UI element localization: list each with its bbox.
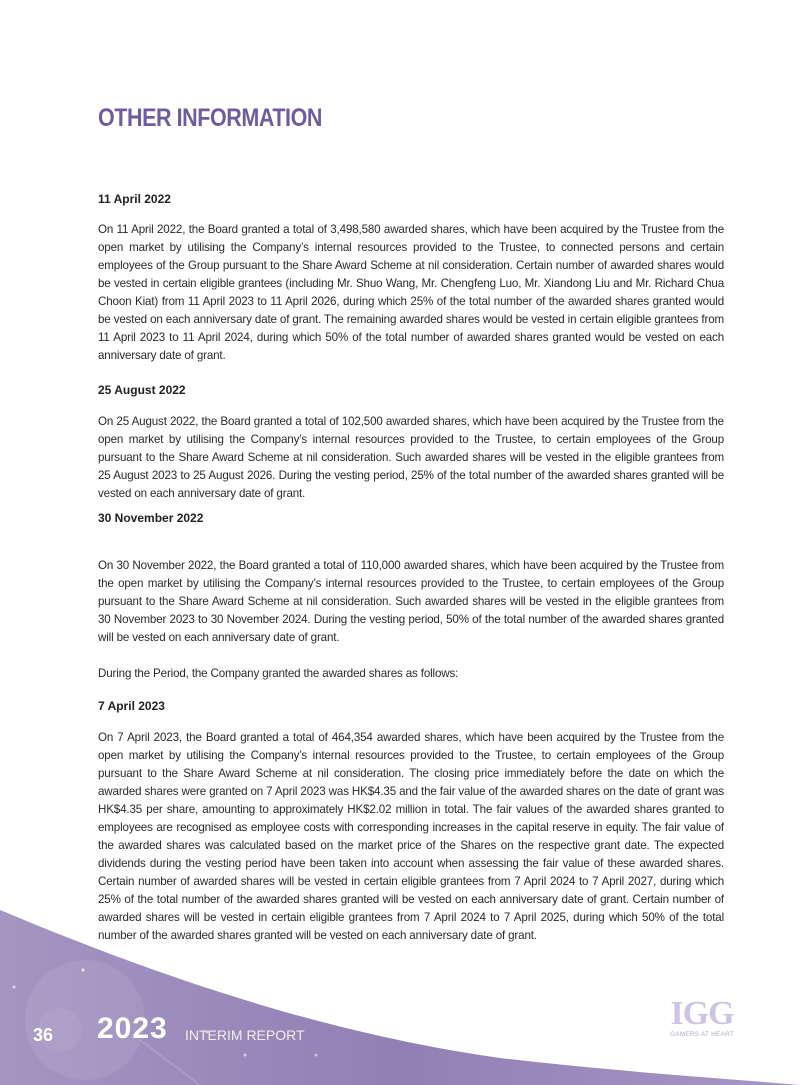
section-heading: 30 November 2022 [98, 511, 204, 525]
section-heading: 11 April 2022 [98, 192, 171, 206]
logo-mark: IGG [670, 995, 734, 1032]
report-year: 2023 [97, 1012, 168, 1045]
page-title: OTHER INFORMATION [98, 104, 323, 132]
section-heading: 7 April 2023 [98, 699, 165, 713]
section-paragraph: On 11 April 2022, the Board granted a total of 3,498,580 awarded shares, which have been acquired by the Trustee from the open market by utilising the Company’s internal resources provided to the Trustee, to connected persons and certain employees of the Group pursuant to the Share Award Scheme at nil consideration. Certain number of awarded shares would be vested in certain eligible grantees (including Mr. Shuo Wang, Mr. Chengfeng Luo, Mr. Xiandong Liu and Mr. Richard Chua Choon Kiat) from 11 April 2023 to 11 April 2026, during which 25% of the total number of the awarded shares granted would be vested on each anniversary date of grant. The remaining awarded shares would be vested in certain eligible grantees from 11 April 2023 to 11 April 2024, during which 50% of the total number of awarded shares granted would be vested on each anniversary date of grant. [98, 223, 724, 362]
intro-paragraph: During the Period, the Company granted the awarded shares as follows: [98, 667, 459, 680]
report-label: INTERIM REPORT [185, 1027, 305, 1043]
igg-logo [664, 997, 740, 1038]
logo-tagline: GAMERS AT HEART [669, 1031, 735, 1038]
section-heading: 25 August 2022 [98, 383, 186, 397]
section-paragraph: On 25 August 2022, the Board granted a total of 102,500 awarded shares, which have been acquired by the Trustee from the open market by utilising the Company’s internal resources provided to the Trustee, to certain employees of the Group pursuant to the Share Award Scheme at nil consideration. Such awarded shares will be vested in the eligible grantees from 25 August 2023 to 25 August 2026. During the vesting period, 25% of the total number of the awarded shares granted will be vested on each anniversary date of grant. [98, 415, 724, 500]
section-paragraph: On 30 November 2022, the Board granted a total of 110,000 awarded shares, which have been acquired by the Trustee from the open market by utilising the Company’s internal resources provided to the Trustee, to certain employees of the Group pursuant to the Share Award Scheme at nil consideration. Such awarded shares will be vested in the eligible grantees from 30 November 2023 to 30 November 2024. During the vesting period, 50% of the total number of the awarded shares granted will be vested on each anniversary date of grant. [98, 559, 724, 644]
section-paragraph: On 7 April 2023, the Board granted a total of 464,354 awarded shares, which have been acquired by the Trustee from the open market by utilising the Company’s internal resources provided to the Trustee, to certain employees of the Group pursuant to the Share Award Scheme at nil consideration. The closing price immediately before the date on which the awarded shares were granted on 7 April 2023 was HK$4.35 and the fair value of the awarded shares on the date of grant was HK$4.35 per share, amounting to approximately HK$2.02 million in total. The fair values of the awarded shares granted to employees are recognised as employee costs with corresponding increases in the capital reserve in equity. The fair value of the awarded shares was calculated based on the market price of the Shares on the respective grant date. The expected dividends during the vesting period have been taken into account when assessing the fair value of these awarded shares. Certain number of awarded shares will be vested in certain eligible grantees from 7 April 2024 to 7 April 2027, during which 25% of the total number of the awarded shares granted will be vested on each anniversary date of grant. Certain number of awarded shares will be vested in certain eligible grantees from 7 April 2024 to 7 April 2025, during which 50% of the total number of the awarded shares granted will be vested on each anniversary date of grant. [98, 731, 724, 942]
page-number: 36 [33, 1025, 54, 1045]
